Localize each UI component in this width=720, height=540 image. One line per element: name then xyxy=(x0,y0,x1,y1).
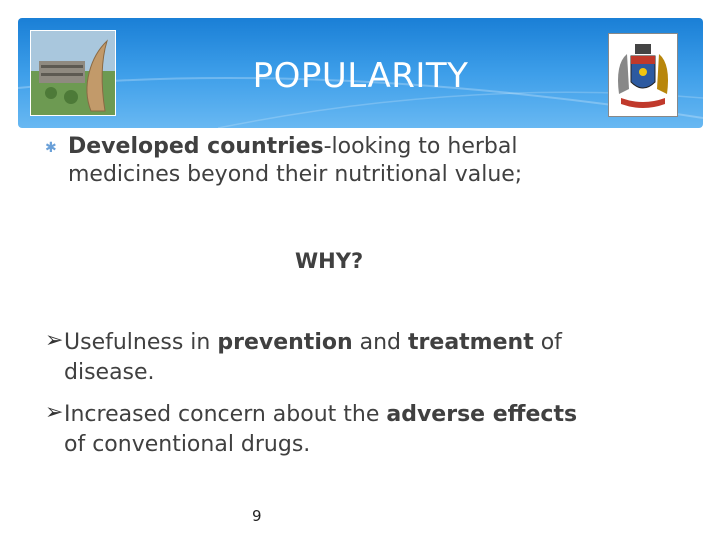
asterisk-bullet-icon: ✱ xyxy=(45,140,57,156)
point-usefulness xyxy=(64,328,664,388)
bullet1-text-line2: medicines beyond their nutritional value; xyxy=(68,162,523,187)
why-heading: WHY? xyxy=(295,249,364,273)
bold-treatment: treatment xyxy=(408,330,534,355)
university-crest-logo xyxy=(608,33,678,117)
bullet1-text-line1: -looking to herbal xyxy=(323,134,518,159)
point1-suffix: of xyxy=(533,330,562,355)
point1-mid: and xyxy=(352,330,409,355)
point1-line2: disease. xyxy=(64,360,155,385)
bold-prevention: prevention xyxy=(217,330,353,355)
point2-line2: of conventional drugs. xyxy=(64,432,311,457)
slide-title: POPULARITY xyxy=(252,56,469,96)
page-number: 9 xyxy=(252,507,262,525)
title-banner xyxy=(18,18,703,128)
point1-prefix: Usefulness in xyxy=(64,330,218,355)
point-adverse-effects xyxy=(64,400,664,460)
arrow-bullet-icon: ➢ xyxy=(45,328,64,353)
point2-prefix: Increased concern about the xyxy=(64,402,387,427)
bold-adverse-effects: adverse effects xyxy=(386,402,578,427)
arrow-bullet-icon: ➢ xyxy=(45,400,64,425)
bullet-developed-countries xyxy=(68,133,628,189)
bold-developed-countries: Developed countries xyxy=(68,134,324,159)
